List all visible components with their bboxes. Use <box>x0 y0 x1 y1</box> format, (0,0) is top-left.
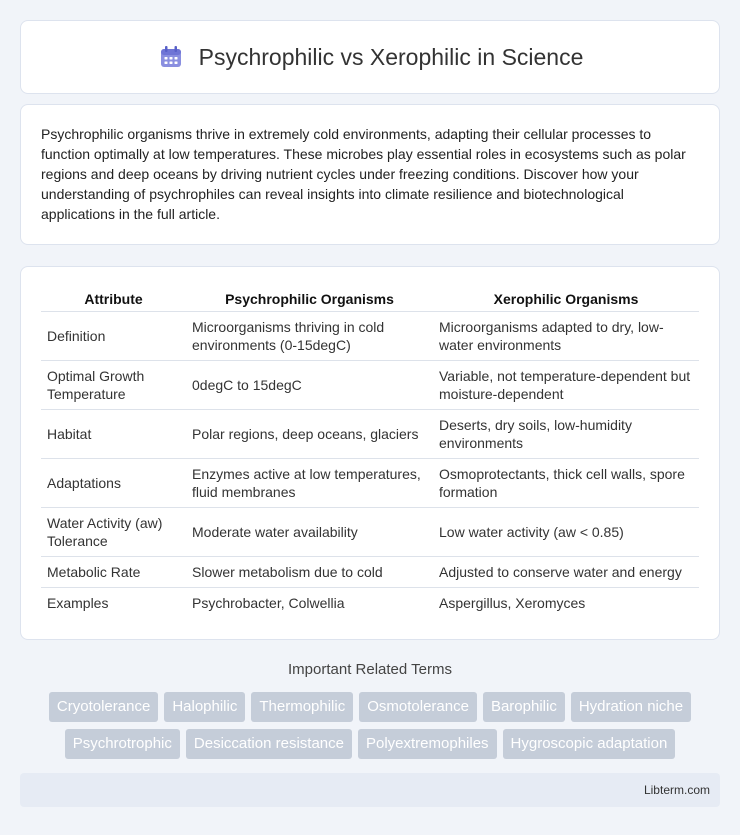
xerophilic-cell: Variable, not temperature-dependent but moisture-dependent <box>433 361 699 410</box>
related-term-tag[interactable]: Barophilic <box>483 692 565 722</box>
attribute-cell: Optimal Growth Temperature <box>41 361 186 410</box>
table-row <box>41 557 699 588</box>
related-term-tag[interactable]: Halophilic <box>164 692 245 722</box>
table-header-row <box>41 289 699 312</box>
page-header <box>20 20 720 94</box>
xerophilic-cell: Aspergillus, Xeromyces <box>439 595 586 612</box>
related-terms-title: Important Related Terms <box>288 660 452 678</box>
related-terms-list <box>20 692 720 759</box>
psychrophilic-cell: Enzymes active at low temperatures, fluid membranes <box>186 459 433 508</box>
page-title: Psychrophilic vs Xerophilic in Science <box>198 43 584 70</box>
xerophilic-cell: Adjusted to conserve water and energy <box>433 557 699 588</box>
column-header-xerophilic: Xerophilic Organisms <box>433 289 699 312</box>
calendar-icon <box>157 43 185 71</box>
xerophilic-cell: Low water activity (aw < 0.85) <box>433 508 699 557</box>
related-term-tag[interactable]: Thermophilic <box>251 692 353 722</box>
table-row <box>41 459 699 508</box>
column-header-attribute: Attribute <box>41 289 186 312</box>
page-footer <box>20 773 720 807</box>
table-row <box>41 410 699 459</box>
attribute-cell: Metabolic Rate <box>41 557 186 588</box>
table-row <box>41 508 699 557</box>
table-row <box>41 312 699 361</box>
table-row <box>41 588 699 619</box>
intro-card <box>20 104 720 245</box>
xerophilic-cell: Microorganisms adapted to dry, low-water environments <box>433 312 699 361</box>
attribute-cell: Habitat <box>41 410 186 459</box>
related-term-tag[interactable]: Polyextremophiles <box>358 729 497 759</box>
related-term-tag[interactable]: Desiccation resistance <box>186 729 352 759</box>
psychrophilic-cell: 0degC to 15degC <box>186 361 433 410</box>
psychrophilic-cell: Microorganisms thriving in cold environments (0-15degC) <box>186 312 433 361</box>
table-row <box>41 361 699 410</box>
xerophilic-cell: Osmoprotectants, thick cell walls, spore formation <box>433 459 699 508</box>
related-term-tag[interactable]: Psychrotrophic <box>65 729 180 759</box>
related-term-tag[interactable]: Cryotolerance <box>49 692 158 722</box>
attribute-cell: Definition <box>41 312 186 361</box>
comparison-table <box>41 289 699 619</box>
xerophilic-cell: Deserts, dry soils, low-humidity environments <box>433 410 699 459</box>
related-terms-section <box>20 661 720 759</box>
related-term-tag[interactable]: Hydration niche <box>571 692 691 722</box>
related-term-tag[interactable]: Hygroscopic adaptation <box>503 729 676 759</box>
footer-site-link[interactable]: Libterm.com <box>643 782 710 797</box>
attribute-cell: Water Activity (aw) Tolerance <box>41 508 186 557</box>
attribute-cell: Examples <box>47 595 109 612</box>
related-term-tag[interactable]: Osmotolerance <box>359 692 477 722</box>
comparison-card <box>20 266 720 640</box>
psychrophilic-cell: Polar regions, deep oceans, glaciers <box>186 410 433 459</box>
column-header-psychrophilic: Psychrophilic Organisms <box>186 289 433 312</box>
attribute-cell: Adaptations <box>41 459 186 508</box>
psychrophilic-cell: Psychrobacter, Colwellia <box>192 595 345 612</box>
psychrophilic-cell: Moderate water availability <box>186 508 433 557</box>
psychrophilic-cell: Slower metabolism due to cold <box>186 557 433 588</box>
intro-text: Psychrophilic organisms thrive in extremely cold environments, adapting their cellular processes to function optimally at low temperatures. These microbes play essential roles in ecosystems such as polar regions and deep oceans by driving nutrient cycles under freezing conditions. Discover how your understanding of psychrophiles can reveal insights into climate resilience and biotechnological applications in the full article. <box>41 126 686 222</box>
